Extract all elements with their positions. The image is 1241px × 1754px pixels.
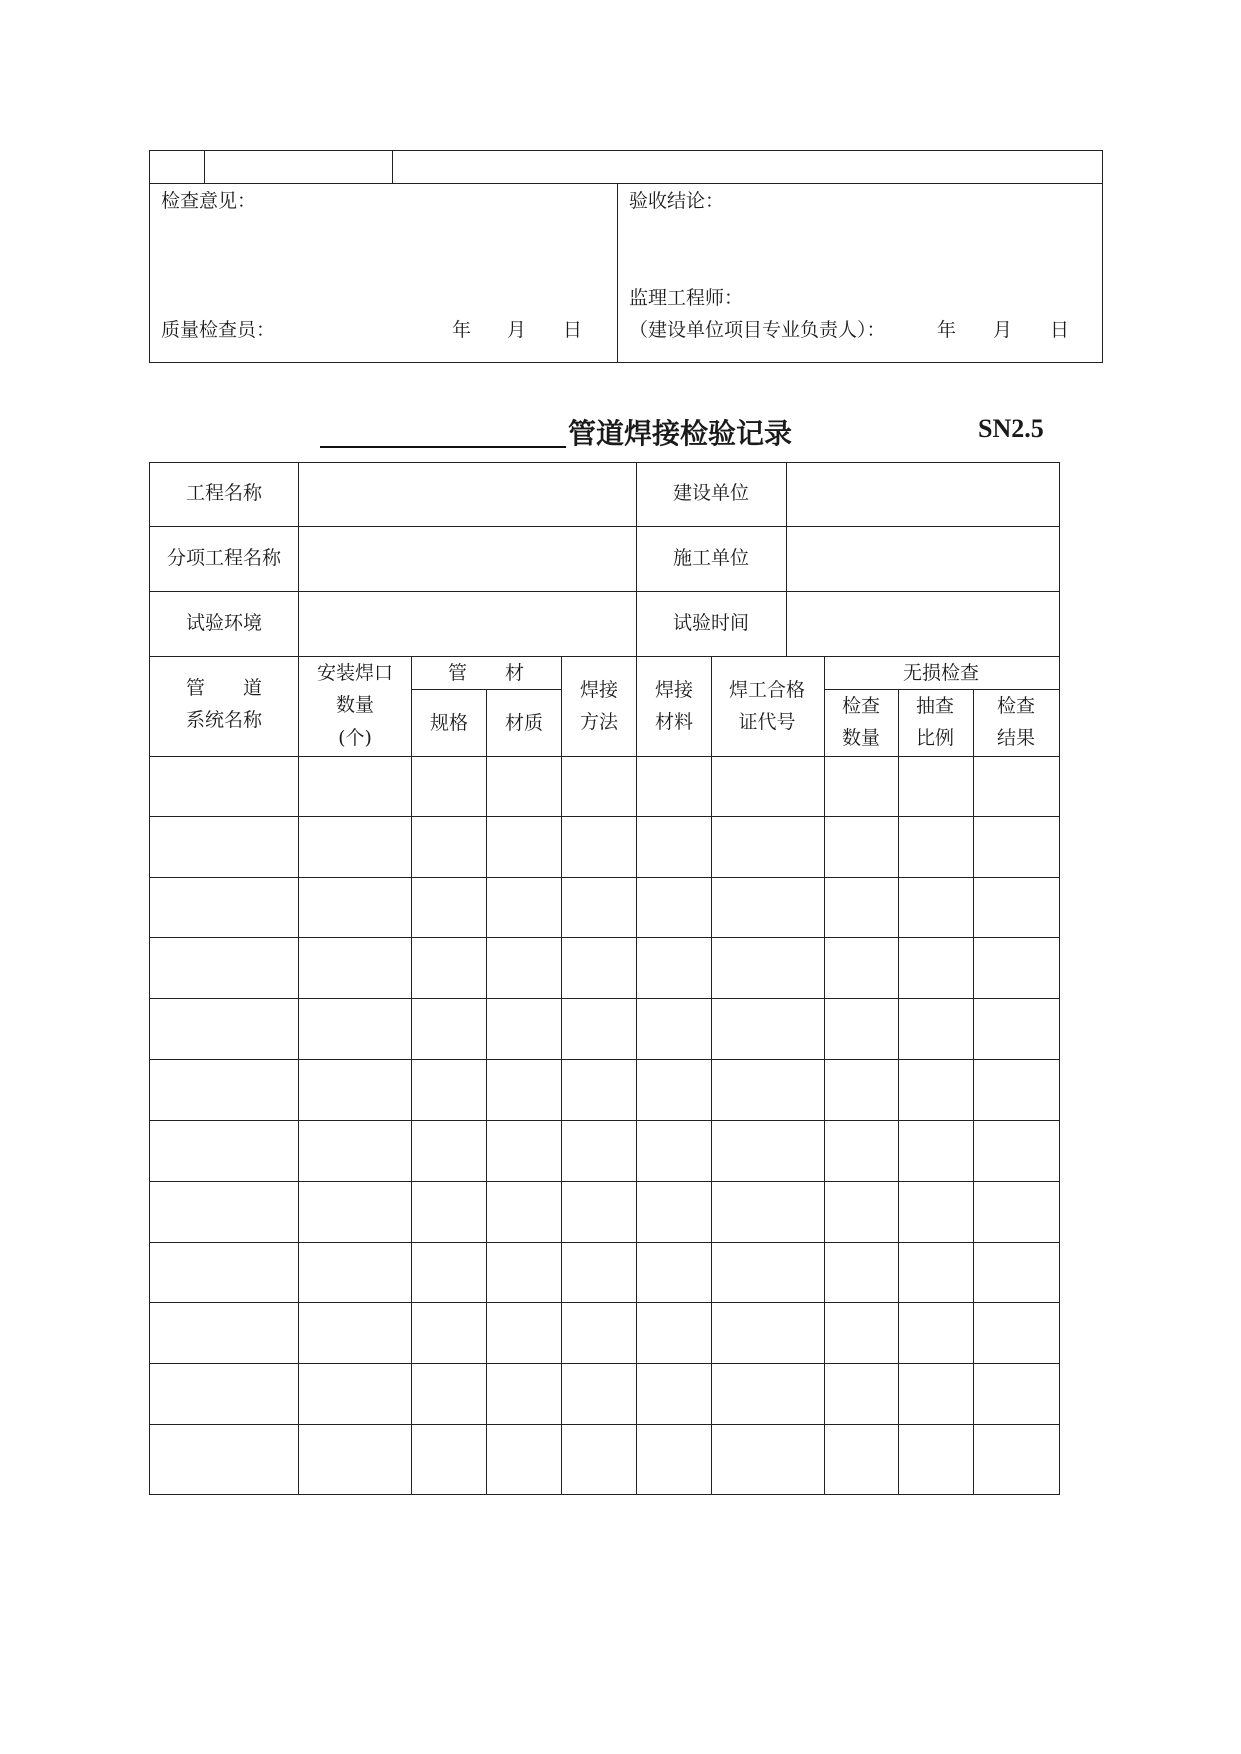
data-row-line-6 <box>149 1120 1060 1121</box>
data-row-line-2 <box>149 877 1060 878</box>
data-row-line-11 <box>149 1424 1060 1425</box>
grid-col-4 <box>561 656 562 1495</box>
test-time-label: 试验时间 <box>672 612 750 634</box>
inspection-opinion-label: 检查意见： <box>161 190 257 212</box>
acceptance-conclusion-label: 验收结论： <box>629 190 725 212</box>
top-form-cell-divider-1 <box>204 150 205 184</box>
left-date-year: 年 <box>452 319 472 341</box>
data-row-line-10 <box>149 1363 1060 1364</box>
header-weld-count-1: 安装焊口 <box>316 662 394 684</box>
header-weld-method-1: 焊接 <box>579 679 619 701</box>
project-name-label: 工程名称 <box>185 482 263 504</box>
info-row-line-1 <box>149 526 1060 527</box>
info-col-line-1 <box>298 462 299 657</box>
supervisor-label: 监理工程师： <box>629 287 744 309</box>
header-welder-cert-2: 证代号 <box>738 711 796 733</box>
header-ndt-count-1: 检查 <box>841 695 881 717</box>
left-date-day: 日 <box>563 319 583 341</box>
grid-col-8 <box>898 689 899 1495</box>
top-form-border-top <box>149 150 1103 151</box>
right-date-day: 日 <box>1050 319 1070 341</box>
data-row-line-3 <box>149 937 1060 938</box>
grid-col-7 <box>824 656 825 1495</box>
header-ndt-count-2: 数量 <box>841 727 881 749</box>
header-ndt-result-2: 结果 <box>996 727 1036 749</box>
table-border-top <box>149 462 1060 463</box>
info-row-line-3 <box>149 656 1060 657</box>
table-border-left <box>149 462 150 1495</box>
data-row-line-8 <box>149 1242 1060 1243</box>
data-row-line-7 <box>149 1181 1060 1182</box>
top-form-cell-divider-2 <box>392 150 393 184</box>
quality-inspector-label: 质量检查员： <box>161 319 276 341</box>
grid-col-9 <box>973 689 974 1495</box>
top-form-row-divider <box>149 183 1103 184</box>
header-weld-count-2: 数量 <box>335 694 375 716</box>
header-weld-material-1: 焊接 <box>654 679 694 701</box>
top-form-border-bottom <box>149 362 1103 363</box>
data-row-line-4 <box>149 998 1060 999</box>
title-blank-line <box>320 446 566 448</box>
header-ndt-result-1: 检查 <box>996 695 1036 717</box>
header-weld-method-2: 方法 <box>579 711 619 733</box>
info-col-line-2 <box>636 462 637 657</box>
header-welder-cert-1: 焊工合格 <box>728 679 806 701</box>
grid-col-1 <box>298 656 299 1495</box>
grid-col-3 <box>486 689 487 1495</box>
top-form-border-right <box>1102 150 1103 363</box>
record-code: SN2.5 <box>978 414 1044 443</box>
header-ndt: 无损检查 <box>902 662 980 684</box>
info-col-line-3 <box>786 462 787 657</box>
header-bottom-line <box>149 756 1060 757</box>
right-date-month: 月 <box>993 319 1013 341</box>
header-weld-count-3: (个) <box>338 727 372 749</box>
data-row-line-5 <box>149 1059 1060 1060</box>
header-weld-material-2: 材料 <box>654 711 694 733</box>
record-title: 管道焊接检验记录 <box>568 417 793 450</box>
header-pipe-system-2: 系统名称 <box>185 709 263 731</box>
grid-col-2 <box>411 656 412 1495</box>
grid-col-6 <box>711 656 712 1495</box>
header-material: 材质 <box>504 712 544 734</box>
table-border-right <box>1059 462 1060 1495</box>
header-ndt-ratio-1: 抽查 <box>915 695 955 717</box>
header-pipe-material: 管 材 <box>447 662 525 684</box>
top-form-border-left <box>149 150 150 363</box>
data-row-line-1 <box>149 816 1060 817</box>
owner-rep-label: （建设单位项目专业负责人）： <box>629 319 886 341</box>
info-row-line-2 <box>149 591 1060 592</box>
sub-project-label: 分项工程名称 <box>166 547 282 569</box>
top-form-middle-divider <box>617 183 618 363</box>
header-ndt-ratio-2: 比例 <box>915 727 955 749</box>
left-date-month: 月 <box>507 319 527 341</box>
table-border-bottom <box>149 1494 1060 1495</box>
contractor-label: 施工单位 <box>672 547 750 569</box>
ndt-subline <box>824 689 1060 690</box>
owner-unit-label: 建设单位 <box>672 482 750 504</box>
data-row-line-9 <box>149 1302 1060 1303</box>
header-pipe-system-1: 管 道 <box>185 677 263 699</box>
right-date-year: 年 <box>937 319 957 341</box>
test-env-label: 试验环境 <box>185 612 263 634</box>
grid-col-5 <box>636 656 637 1495</box>
header-spec: 规格 <box>429 712 469 734</box>
